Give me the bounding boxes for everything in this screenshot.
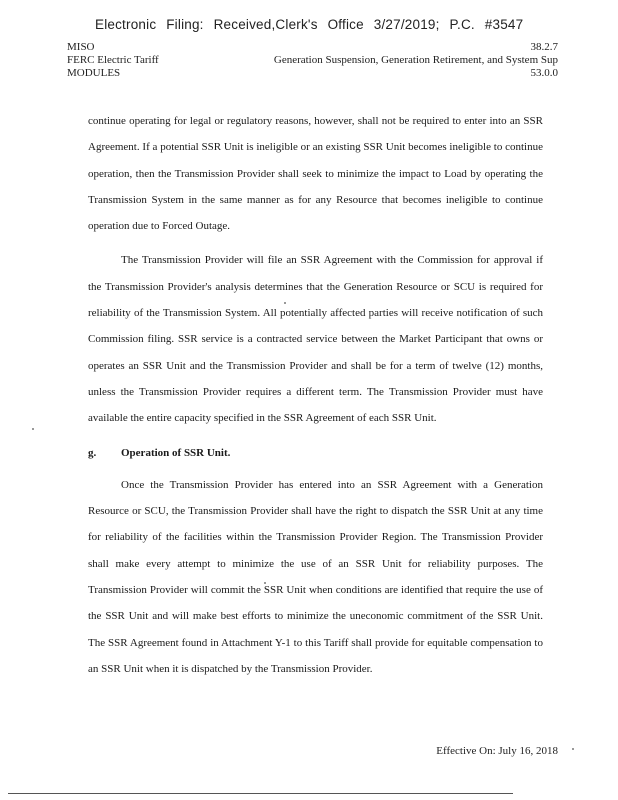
paragraph-3: Once the Transmission Provider has entered into an SSR Agreement with a Generation Resource or SCU, the Transmission Provider shall have the right to dispatch the SSR Unit at any time for reliability of the facilities within the Transmission Provider Region. The Transmission Provider shall make every attempt to minimize the use of an SSR Unit for reliability purposes. The Transmission Provider will commit the SSR Unit when conditions are identified that require the use of the SSR Unit and will make best efforts to minimize the uneconomic commitment of the SSR Unit. The SSR Agreement found in Attachment Y-1 to this Tariff shall provide for equitable compensation to an SSR Unit when it is dispatched by the Transmission Provider.: [88, 478, 543, 675]
scan-speck: [284, 302, 286, 304]
section-title: Operation of SSR Unit.: [121, 446, 231, 459]
scan-speck: [32, 428, 34, 430]
scan-speck: [572, 748, 574, 750]
filing-stamp: Electronic Filing: Received,Clerk's Office 3/27/2019; P.C. #3547: [95, 17, 524, 32]
section-letter: g.: [88, 446, 97, 459]
header-modules: MODULES: [67, 67, 121, 79]
header-right: [274, 41, 558, 80]
bottom-rule: [8, 793, 513, 794]
scan-speck: [264, 582, 266, 584]
header-version: 53.0.0: [530, 67, 558, 79]
document-body: [88, 108, 543, 682]
header-section-title: Generation Suspension, Generation Retirement, and System Sup: [273, 54, 558, 66]
header-section-number: 38.2.7: [530, 41, 558, 53]
header-left: [67, 41, 159, 80]
header-tariff: FERC Electric Tariff: [67, 54, 159, 66]
paragraph-1: continue operating for legal or regulatory reasons, however, shall not be required to enter into an SSR Agreement. If a potential SSR Unit is ineligible or an existing SSR Unit becomes ineligible to continue operation, then the Transmission Provider shall seek to minimize the impact to Load by operating the Transmission System in the same manner as for any Resource that becomes ineligible to continue operation due to Forced Outage.: [88, 115, 543, 233]
effective-date: Effective On: July 16, 2018: [436, 745, 558, 757]
paragraph-2: The Transmission Provider will file an SSR Agreement with the Commission for approval if the Transmission Provider's analysis determines that the Generation Resource or SCU is required for reliability of the Transmission System. All potentially affected parties will receive notification of such Commission filing. SSR service is a contracted service between the Market Participant that owns or operates an SSR Unit and the Transmission Provider and shall be for a term of twelve (12) months, unless the Transmission Provider requires a different term. The Transmission Provider must have available the entire capacity specified in the SSR Agreement of each SSR Unit.: [88, 254, 543, 425]
section-heading: [88, 440, 543, 466]
header-org: MISO: [67, 41, 95, 53]
